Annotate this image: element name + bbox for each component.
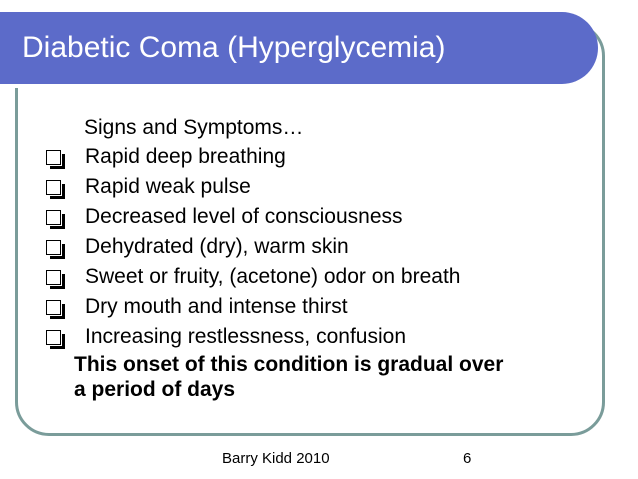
checkbox-bullet-icon [46,150,61,165]
list-item-text: Dry mouth and intense thirst [85,295,348,318]
list-item [44,142,460,172]
list-item [44,172,460,202]
onset-note-line-1: This onset of this condition is gradual over [74,353,504,376]
checkbox-bullet-icon [46,240,61,255]
list-item-text: Rapid deep breathing [85,145,286,168]
list-item [44,232,460,262]
list-item [44,322,460,352]
footer-author: Barry Kidd 2010 [222,450,330,467]
intro-text: Signs and Symptoms… [84,116,304,139]
onset-note [74,352,614,402]
list-item [44,262,460,292]
list-item-text: Decreased level of consciousness [85,205,403,228]
checkbox-bullet-icon [46,180,61,195]
checkbox-bullet-icon [46,270,61,285]
footer-page-number: 6 [463,450,472,467]
checkbox-bullet-icon [46,210,61,225]
list-item-text: Sweet or fruity, (acetone) odor on breath [85,265,461,288]
list-item [44,292,460,322]
slide-title: Diabetic Coma (Hyperglycemia) [22,31,446,64]
title-underline [0,84,598,88]
list-item-text: Increasing restlessness, confusion [85,325,406,348]
checkbox-bullet-icon [46,330,61,345]
list-item-text: Dehydrated (dry), warm skin [85,235,349,258]
checkbox-bullet-icon [46,300,61,315]
symptom-list [44,142,460,352]
list-item [44,202,460,232]
list-item-text: Rapid weak pulse [85,175,251,198]
onset-note-line-2: a period of days [74,378,236,401]
